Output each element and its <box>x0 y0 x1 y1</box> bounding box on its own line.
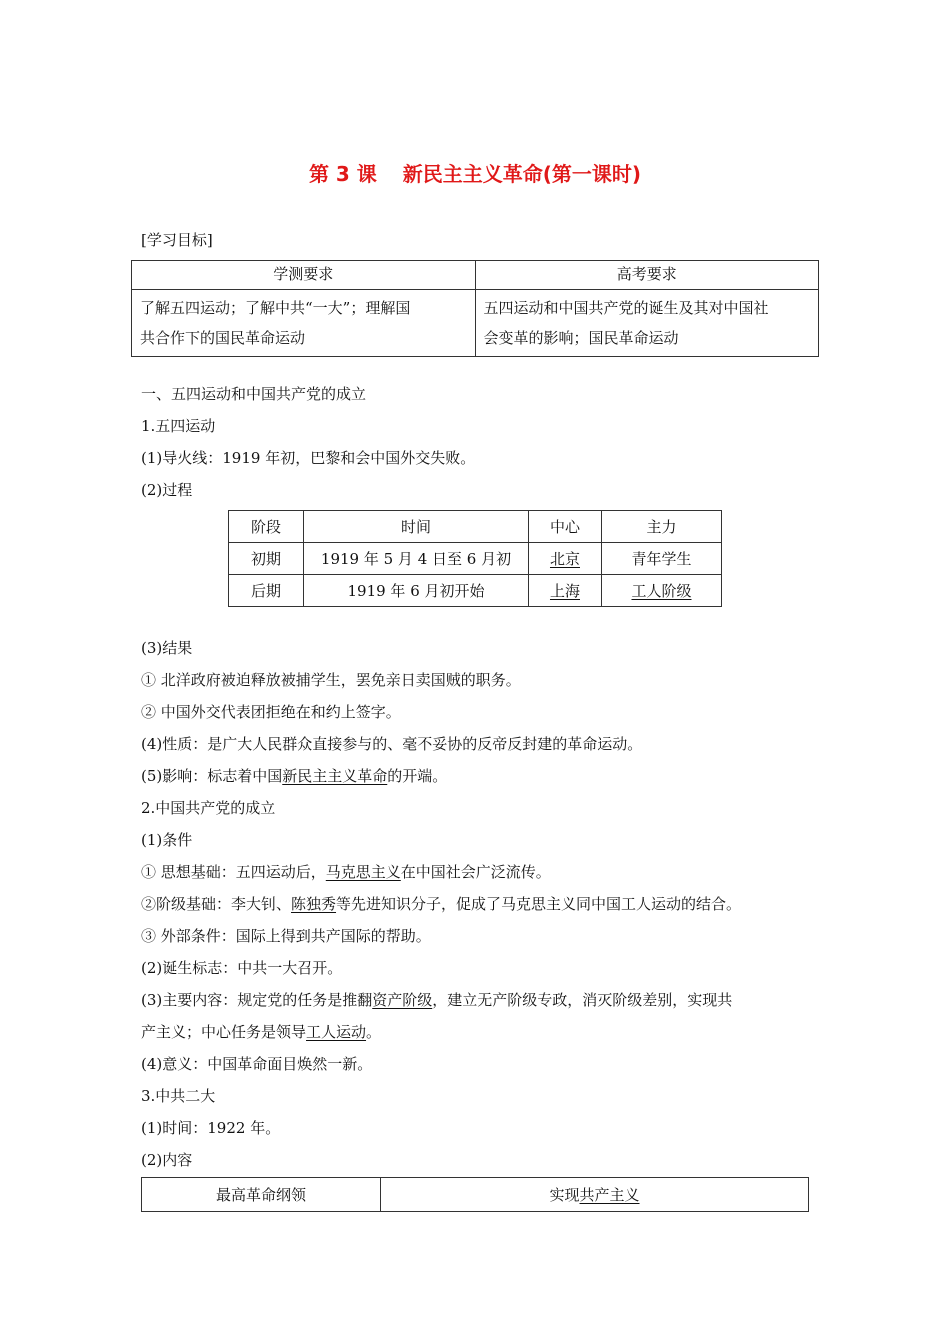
subsection-cpc: 2.中国共产党的成立 <box>141 799 276 817</box>
table-row <box>229 543 722 575</box>
condition-item: ②阶级基础：李大钊、陈独秀等先进知识分子，促成了马克思主义同中国工人运动的结合。 <box>141 895 742 913</box>
process-cell: 青年学生 <box>602 543 722 575</box>
goals-basic-cell: 了解五四运动；了解中共“一大”；理解国 共合作下的国民革命运动 <box>132 290 476 357</box>
process-cell: 北京 <box>529 543 602 575</box>
program-label: 最高革命纲领 <box>142 1178 381 1212</box>
result-label: (3)结果 <box>141 639 193 657</box>
table-row <box>142 1178 809 1212</box>
process-header-force: 主力 <box>602 511 722 543</box>
program-value: 实现共产主义 <box>381 1178 809 1212</box>
process-cell: 1919 年 5 月 4 日至 6 月初 <box>304 543 529 575</box>
subsection-may-fourth: 1.五四运动 <box>141 417 216 435</box>
process-cell: 工人阶级 <box>602 575 722 607</box>
result-item: ② 中国外交代表团拒绝在和约上签字。 <box>141 703 401 721</box>
goals-header-basic: 学测要求 <box>132 261 476 290</box>
section-heading: 一、五四运动和中国共产党的成立 <box>141 385 367 403</box>
process-cell: 后期 <box>229 575 304 607</box>
program-table <box>141 1177 809 1212</box>
page-title <box>0 158 950 187</box>
subsection-second-congress: 3.中共二大 <box>141 1087 216 1105</box>
process-header-center: 中心 <box>529 511 602 543</box>
nature-text: (4)性质：是广大人民群众直接参与的、毫不妥协的反帝反封建的革命运动。 <box>141 735 643 753</box>
goals-label: [学习目标] <box>141 231 213 249</box>
process-table <box>228 510 722 607</box>
process-header-time: 时间 <box>304 511 529 543</box>
goals-header-advanced: 高考要求 <box>475 261 819 290</box>
lesson-title: 新民主主义革命(第一课时) <box>402 162 642 186</box>
process-cell: 1919 年 6 月初开始 <box>304 575 529 607</box>
content-label: (2)内容 <box>141 1151 193 1169</box>
significance-text: (4)意义：中国革命面目焕然一新。 <box>141 1055 373 1073</box>
founding-mark-text: (2)诞生标志：中共一大召开。 <box>141 959 343 977</box>
process-header-stage: 阶段 <box>229 511 304 543</box>
process-cell: 初期 <box>229 543 304 575</box>
time-text: (1)时间：1922 年。 <box>141 1119 281 1137</box>
table-row <box>229 575 722 607</box>
result-item: ① 北洋政府被迫释放被捕学生，罢免亲日卖国贼的职务。 <box>141 671 521 689</box>
learning-goals-table <box>131 260 819 357</box>
main-content-text: (3)主要内容：规定党的任务是推翻资产阶级，建立无产阶级专政，消灭阶级差别，实现共 <box>141 991 733 1009</box>
trigger-text: (1)导火线：1919 年初，巴黎和会中国外交失败。 <box>141 449 476 467</box>
lesson-number: 第 3 课 <box>308 162 377 186</box>
condition-item: ① 思想基础：五四运动后，马克思主义在中国社会广泛流传。 <box>141 863 551 881</box>
conditions-label: (1)条件 <box>141 831 193 849</box>
main-content-text-cont: 产主义；中心任务是领导工人运动。 <box>141 1023 382 1041</box>
influence-text: (5)影响：标志着中国新民主主义革命的开端。 <box>141 767 448 785</box>
process-label: (2)过程 <box>141 481 193 499</box>
condition-item: ③ 外部条件：国际上得到共产国际的帮助。 <box>141 927 431 945</box>
goals-advanced-cell: 五四运动和中国共产党的诞生及其对中国社 会变革的影响；国民革命运动 <box>475 290 819 357</box>
process-cell: 上海 <box>529 575 602 607</box>
